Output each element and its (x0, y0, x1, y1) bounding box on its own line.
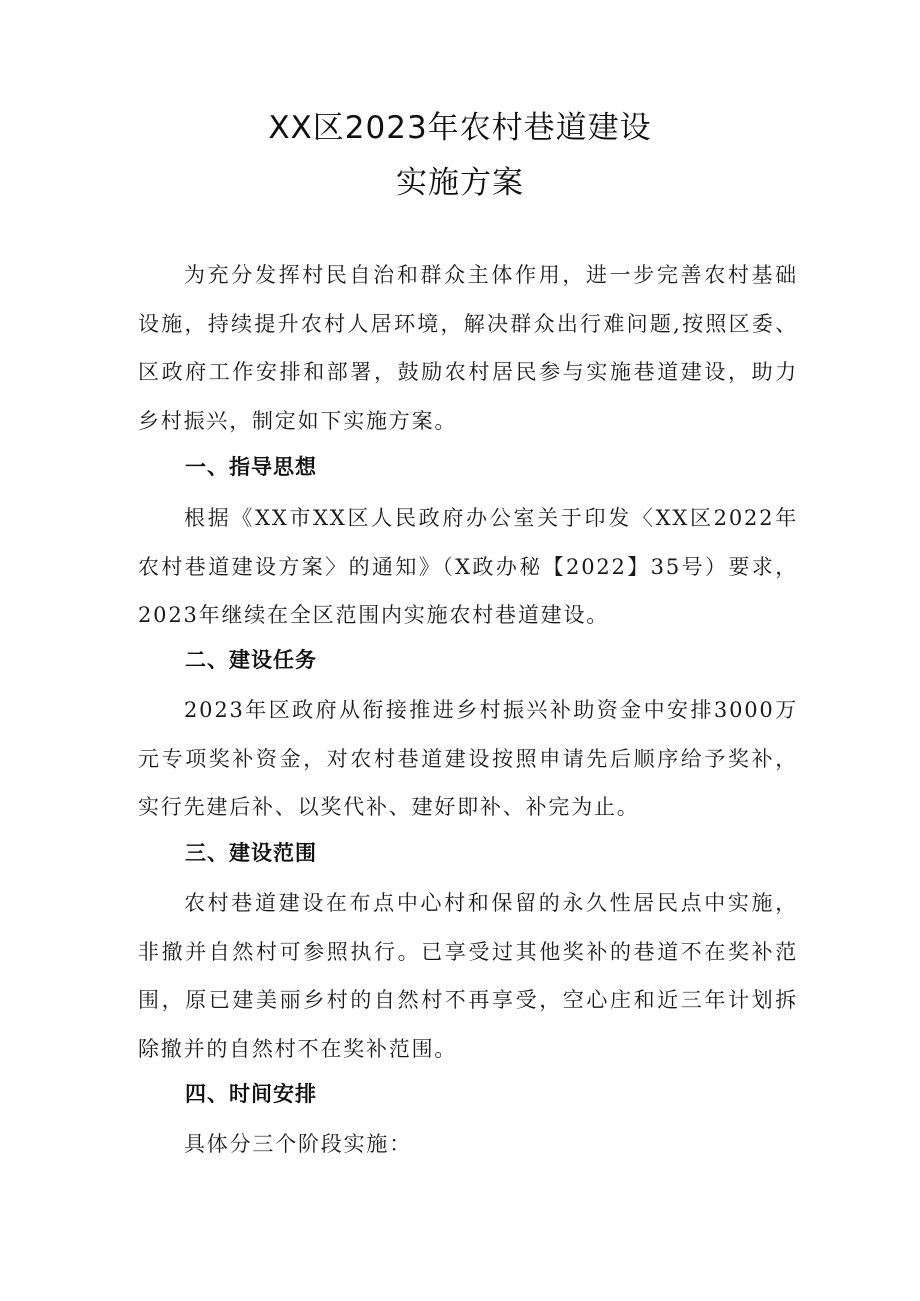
section-text-construction-scope: 农村巷道建设在布点中心村和保留的永久性居民点中实施，非撤并自然村可参照执行。已享受过其他奖补的巷道不在奖补范围，原已建美丽乡村的自然村不再享受，空心庄和近三年计划拆除撤并的自然村不在奖补范围。 (138, 891, 798, 1061)
section-text-schedule: 具体分三个阶段实施： (184, 1132, 412, 1156)
document-title-line-2: 实施方案 (396, 165, 524, 201)
section-heading-construction-tasks: 二、建设任务 (185, 648, 317, 672)
section-heading-schedule: 四、时间安排 (185, 1082, 317, 1106)
intro-paragraph: 为充分发挥村民自治和群众主体作用，进一步完善农村基础设施，持续提升农村人居环境，解决群众出行难问题,按照区委、区政府工作安排和部署，鼓励农村居民参与实施巷道建设，助力乡村振兴，制定如下实施方案。 (138, 263, 798, 433)
section-heading-construction-scope: 三、建设范围 (185, 841, 317, 865)
section-heading-guiding-ideology: 一、指导思想 (185, 455, 317, 479)
section-text-construction-tasks: 2023年区政府从衔接推进乡村振兴补助资金中安排3000万元专项奖补资金，对农村巷道建设按照申请先后顺序给予奖补，实行先建后补、以奖代补、建好即补、补完为止。 (138, 698, 798, 819)
document-title-line-1: XX区2023年农村巷道建设 (268, 110, 652, 146)
section-text-guiding-ideology: 根据《XX市XX区人民政府办公室关于印发〈XX区2022年农村巷道建设方案〉的通知》（X政办秘【2022】35号）要求，2023年继续在全区范围内实施农村巷道建设。 (138, 506, 798, 627)
